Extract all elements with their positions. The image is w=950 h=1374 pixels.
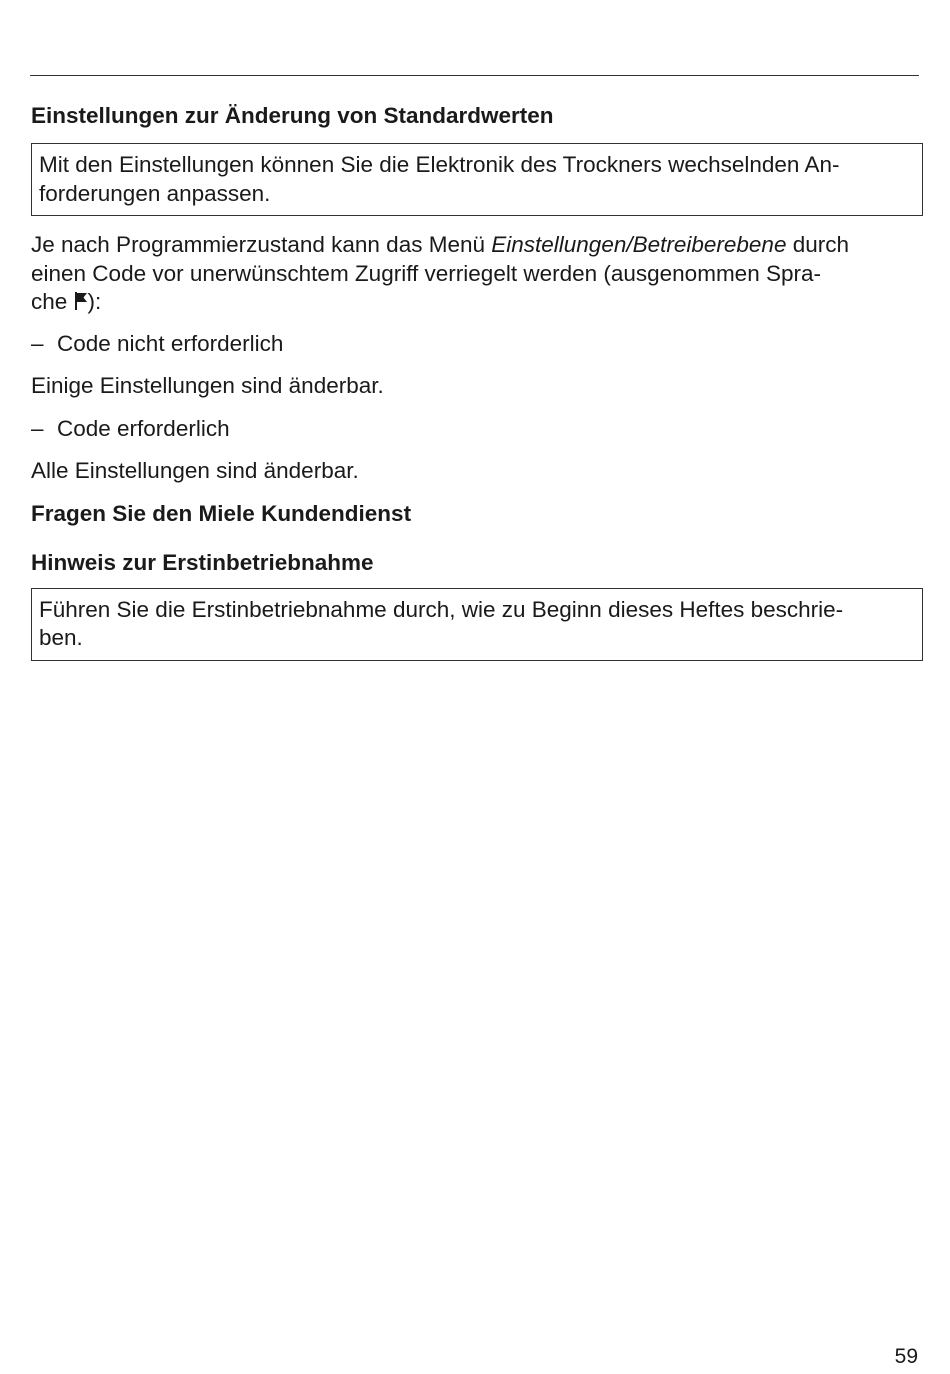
section-heading-settings: Einstellungen zur Änderung von Standardwerten bbox=[31, 103, 554, 128]
menu-lock-line-3-post: ): bbox=[87, 289, 102, 314]
intro-line-1: Mit den Einstellungen können Sie die Elektronik des Trockners wechselnden An- bbox=[39, 152, 840, 177]
page-content bbox=[31, 100, 923, 661]
all-settings-text: Alle Einstellungen sind änderbar. bbox=[31, 458, 359, 483]
menu-lock-text-pre: Je nach Programmierzustand kann das Menü bbox=[31, 232, 492, 257]
first-use-line-1: Führen Sie die Erstinbetriebnahme durch, wie zu Beginn dieses Heftes beschrie- bbox=[39, 596, 844, 622]
first-use-line-2: ben. bbox=[39, 625, 83, 650]
top-rule bbox=[30, 75, 919, 76]
some-settings-text: Einige Einstellungen sind änderbar. bbox=[31, 373, 384, 398]
first-use-note-box bbox=[31, 588, 923, 661]
heading-first-use-note: Hinweis zur Erstinbetriebnahme bbox=[31, 549, 374, 575]
menu-lock-line-3 bbox=[31, 288, 923, 317]
menu-name-italic: Einstellungen/Betreiberebene bbox=[491, 232, 787, 257]
heading-ask-service: Fragen Sie den Miele Kundendienst bbox=[31, 500, 412, 526]
list-item-code-required-text: Code erforderlich bbox=[57, 415, 230, 441]
menu-lock-line-2: einen Code vor unerwünschtem Zugriff verriegelt werden (ausgenommen Spra- bbox=[31, 260, 821, 286]
intro-line-2: forderungen anpassen. bbox=[39, 180, 271, 206]
menu-lock-paragraph bbox=[31, 231, 923, 317]
flag-icon bbox=[74, 291, 88, 311]
menu-lock-line-3-pre: che bbox=[31, 289, 74, 314]
list-item-no-code bbox=[31, 330, 923, 359]
menu-lock-line-1 bbox=[31, 231, 923, 260]
list-dash: – bbox=[31, 415, 44, 441]
page-number: 59 bbox=[894, 1345, 918, 1368]
menu-lock-text-post: durch bbox=[786, 232, 850, 257]
list-item-no-code-text: Code nicht erforderlich bbox=[57, 330, 284, 356]
intro-note-box bbox=[31, 143, 923, 216]
list-dash: – bbox=[31, 330, 44, 356]
list-item-code-required bbox=[31, 415, 923, 444]
